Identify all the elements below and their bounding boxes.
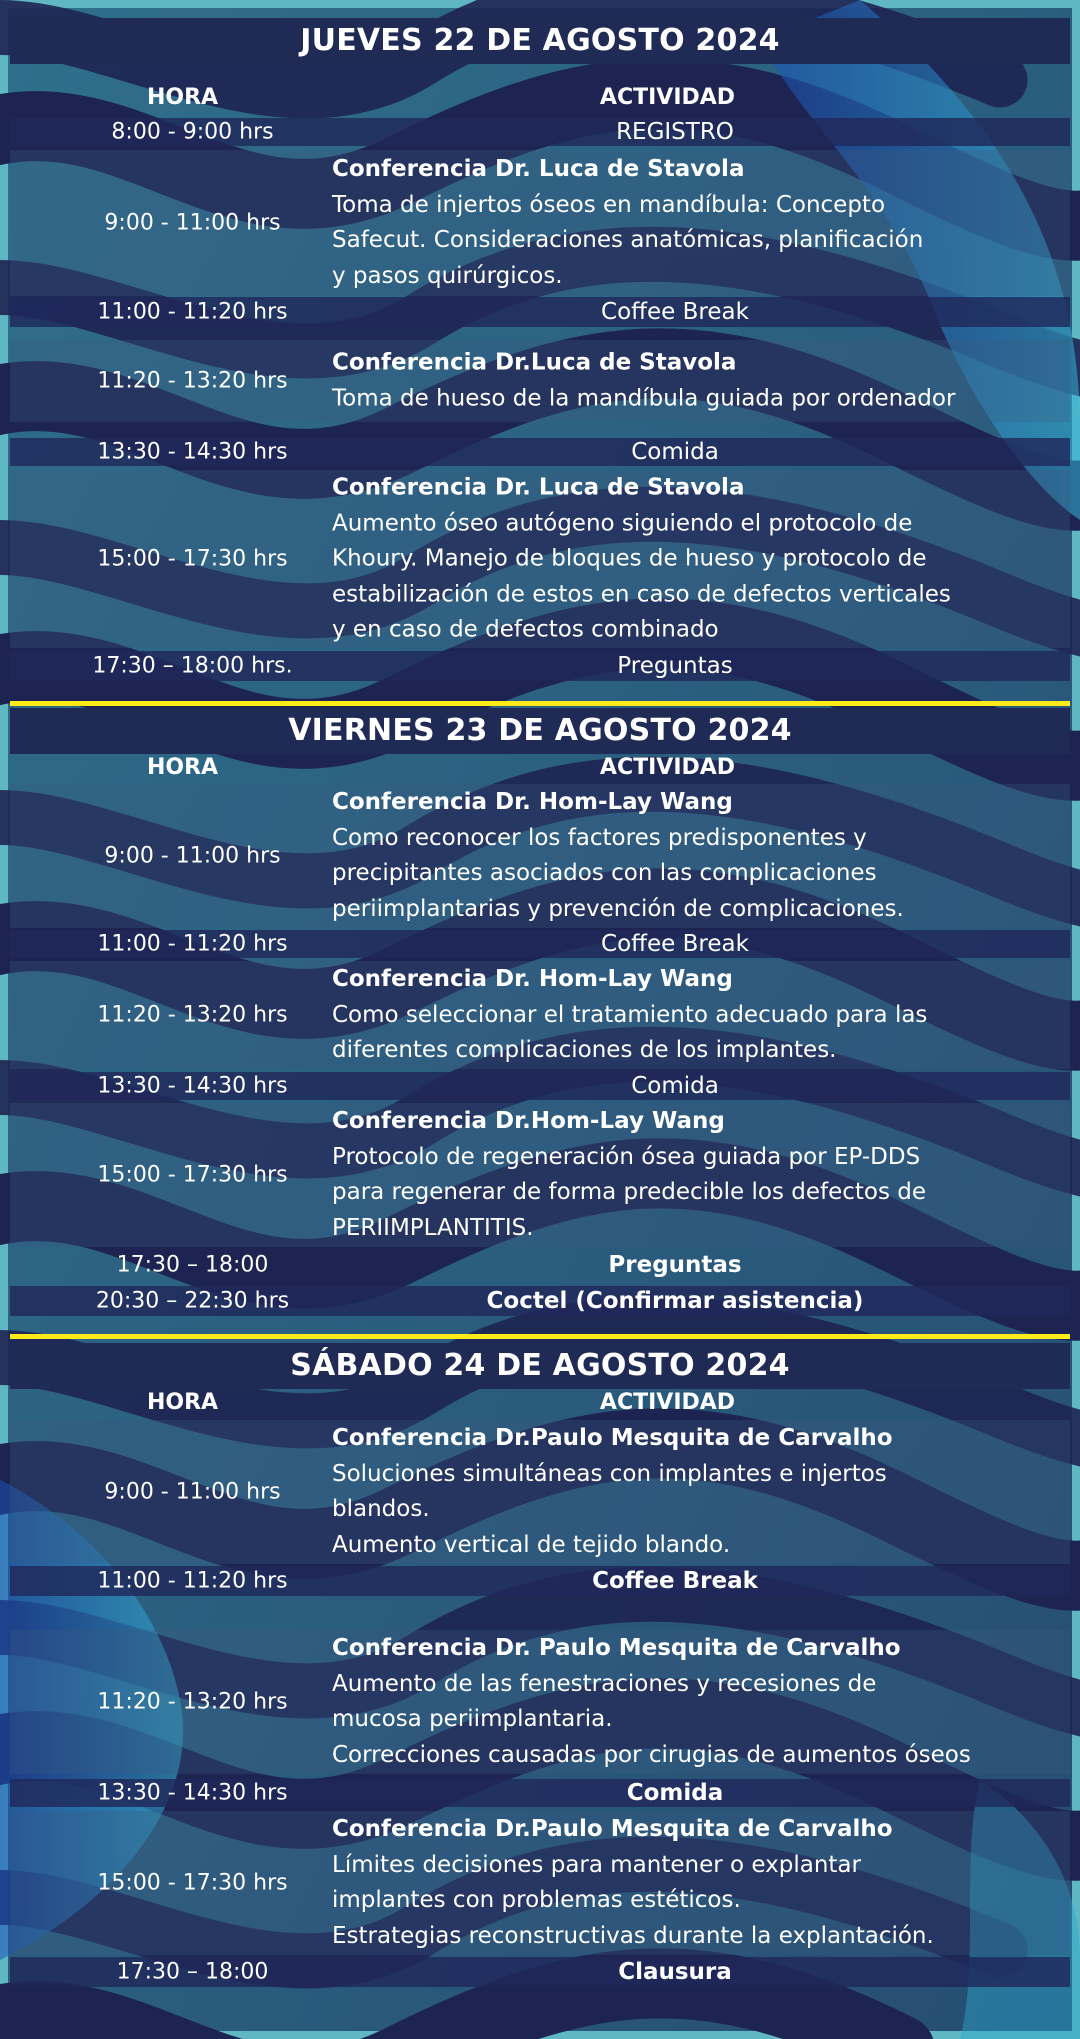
row-activity: Comida xyxy=(631,439,719,465)
column-header-actividad: ACTIVIDAD xyxy=(599,1390,736,1415)
row-time: 13:30 - 14:30 hrs xyxy=(97,439,288,465)
conference-description: Como seleccionar el tratamiento adecuado para las diferentes complicaciones de los implantes. xyxy=(332,1001,928,1063)
row-time: 11:00 - 11:20 hrs xyxy=(97,1568,288,1594)
row-time: 11:20 - 13:20 hrs xyxy=(97,1002,288,1028)
row-activity xyxy=(332,1104,1032,1246)
row-time: 9:00 - 11:00 hrs xyxy=(104,843,281,869)
row-activity: Preguntas xyxy=(608,1252,742,1278)
schedule-row xyxy=(10,1072,1070,1100)
schedule-row xyxy=(10,118,1070,146)
row-time: 8:00 - 9:00 hrs xyxy=(111,119,274,145)
row-time: 15:00 - 17:30 hrs xyxy=(97,1870,288,1896)
schedule-row xyxy=(10,1286,1070,1316)
column-header-hora: HORA xyxy=(146,755,219,780)
schedule-row xyxy=(10,1811,1070,1955)
schedule-row xyxy=(10,961,1070,1069)
row-activity: Preguntas xyxy=(617,653,733,679)
day-header-sabado: SÁBADO 24 DE AGOSTO 2024 xyxy=(10,1343,1070,1389)
row-time: 15:00 - 17:30 hrs xyxy=(97,1162,288,1188)
row-activity: Comida xyxy=(631,1073,719,1099)
schedule-row xyxy=(10,1250,1070,1280)
row-time: 9:00 - 11:00 hrs xyxy=(104,210,281,236)
day-divider xyxy=(10,1334,1070,1339)
day-divider xyxy=(10,701,1070,706)
schedule-row xyxy=(10,1957,1070,1987)
row-time: 13:30 - 14:30 hrs xyxy=(97,1780,288,1806)
schedule-row xyxy=(10,1630,1070,1774)
column-header-actividad: ACTIVIDAD xyxy=(599,85,736,110)
conference-title: Conferencia Dr. Hom-Lay Wang xyxy=(332,965,733,992)
row-activity xyxy=(332,470,1032,648)
schedule-row xyxy=(10,1566,1070,1596)
row-time: 11:20 - 13:20 hrs xyxy=(97,1689,288,1715)
row-activity xyxy=(332,1421,1032,1563)
schedule-row xyxy=(10,930,1070,958)
row-activity xyxy=(332,962,1032,1069)
row-time: 11:20 - 13:20 hrs xyxy=(97,368,288,394)
row-activity xyxy=(332,346,1032,417)
conference-title: Conferencia Dr. Luca de Stavola xyxy=(332,474,745,501)
row-time: 15:00 - 17:30 hrs xyxy=(97,546,288,572)
conference-title: Conferencia Dr.Hom-Lay Wang xyxy=(332,1108,725,1134)
conference-title: Conferencia Dr.Paulo Mesquita de Carvalho xyxy=(332,1816,893,1842)
row-activity: Coffee Break xyxy=(592,1568,758,1594)
row-time: 11:00 - 11:20 hrs xyxy=(97,299,288,325)
conference-title: Conferencia Dr. Luca de Stavola xyxy=(332,156,745,182)
row-activity xyxy=(332,152,1032,294)
schedule-row xyxy=(10,651,1070,681)
schedule-row xyxy=(10,150,1070,296)
row-activity: Coffee Break xyxy=(601,931,749,957)
conference-description: Aumento óseo autógeno siguiendo el protocolo de Khoury. Manejo de bloques de hueso y protocolo de estabilización de estos en caso de defectos verticales y en caso de defectos combinado xyxy=(332,509,951,643)
row-activity: Coffee Break xyxy=(601,299,749,325)
conference-description: Protocolo de regeneración ósea guiada por EP-DDS para regenerar de forma predecible los defectos de PERIIMPLANTITIS. xyxy=(332,1143,927,1241)
row-activity: Comida xyxy=(626,1780,724,1806)
row-time: 17:30 – 18:00 xyxy=(116,1252,269,1278)
schedule-row xyxy=(10,340,1070,422)
conference-description: Soluciones simultáneas con implantes e injertos blandos. Aumento vertical de tejido blando. xyxy=(332,1460,887,1558)
row-time: 17:30 – 18:00 hrs. xyxy=(92,653,293,679)
conference-title: Conferencia Dr.Paulo Mesquita de Carvalho xyxy=(332,1425,893,1451)
conference-title: Conferencia Dr. Hom-Lay Wang xyxy=(332,789,733,815)
conference-description: Aumento de las fenestraciones y recesiones de mucosa periimplantaria. Correcciones causadas por cirugias de aumentos óseos xyxy=(332,1670,971,1768)
day-header-jueves: JUEVES 22 DE AGOSTO 2024 xyxy=(10,18,1070,64)
row-time: 20:30 – 22:30 hrs xyxy=(95,1288,290,1314)
schedule-row xyxy=(10,438,1070,466)
column-header-actividad: ACTIVIDAD xyxy=(599,755,736,780)
row-time: 13:30 - 14:30 hrs xyxy=(97,1073,288,1099)
column-header-hora: HORA xyxy=(146,1390,219,1415)
day-header-viernes: VIERNES 23 DE AGOSTO 2024 xyxy=(10,708,1070,754)
row-time: 17:30 – 18:00 xyxy=(116,1959,269,1985)
schedule-row xyxy=(10,1779,1070,1807)
row-activity xyxy=(332,1631,1032,1773)
column-header-hora: HORA xyxy=(146,85,219,110)
conference-title: Conferencia Dr. Paulo Mesquita de Carvalho xyxy=(332,1635,901,1661)
schedule-row xyxy=(10,470,1070,648)
row-activity: REGISTRO xyxy=(616,119,734,145)
row-time: 9:00 - 11:00 hrs xyxy=(104,1479,281,1505)
conference-description: Como reconocer los factores predisponentes y precipitantes asociados con las complicaciones periimplantarias y prevención de complicaciones. xyxy=(332,824,904,922)
conference-description: Toma de injertos óseos en mandíbula: Concepto Safecut. Consideraciones anatómicas, planificación y pasos quirúrgicos. xyxy=(332,191,924,289)
row-time: 11:00 - 11:20 hrs xyxy=(97,931,288,957)
conference-description: Límites decisiones para mantener o explantar implantes con problemas estéticos. Estrategias reconstructivas durante la explantación. xyxy=(332,1851,934,1949)
schedule-row xyxy=(10,1420,1070,1564)
row-activity: Clausura xyxy=(618,1959,732,1985)
row-activity: Coctel (Confirmar asistencia) xyxy=(486,1288,864,1314)
schedule-row xyxy=(10,297,1070,327)
row-activity xyxy=(332,1812,1032,1954)
conference-description: Toma de hueso de la mandíbula guiada por ordenador xyxy=(332,385,956,411)
row-activity xyxy=(332,785,1032,927)
conference-title: Conferencia Dr.Luca de Stavola xyxy=(332,349,737,376)
schedule-row xyxy=(10,1103,1070,1247)
schedule-row xyxy=(10,784,1070,928)
